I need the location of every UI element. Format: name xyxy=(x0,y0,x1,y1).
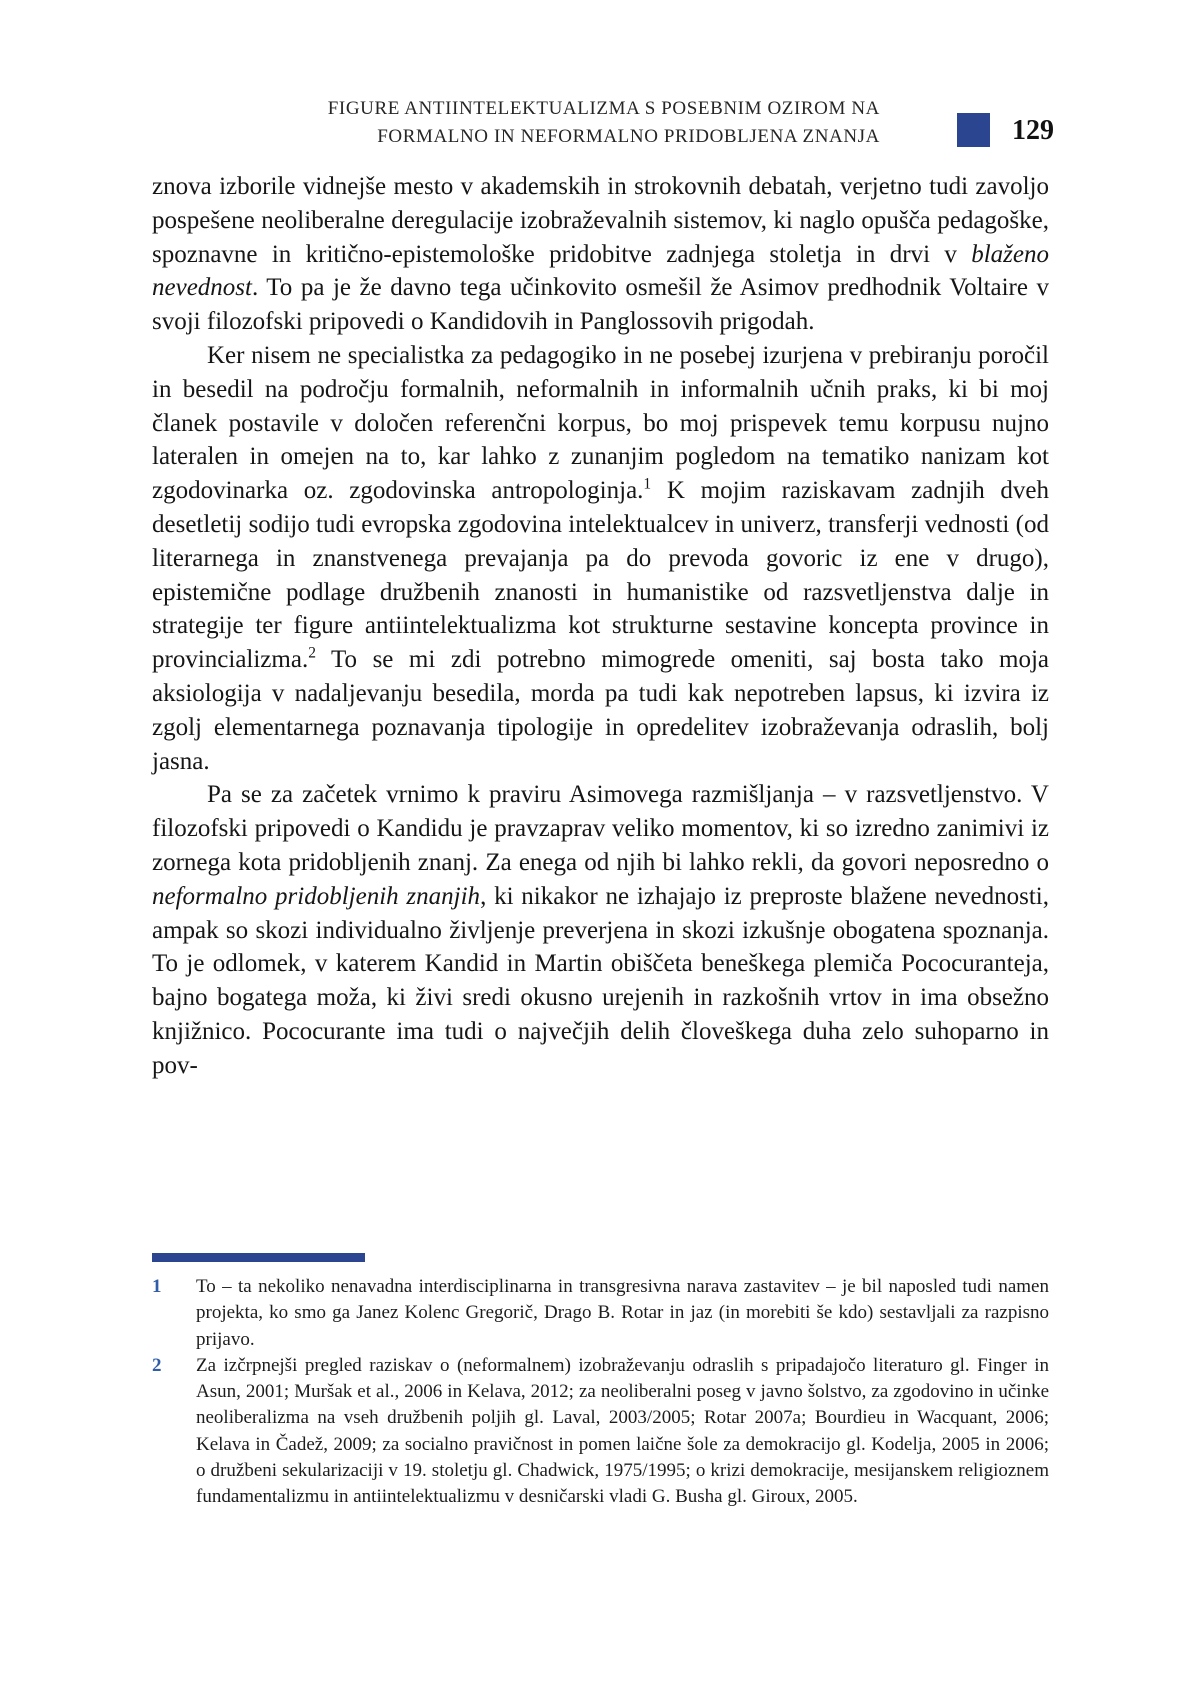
footnote-text: Za izčrpnejši pregled raziskav o (neformalnem) izobraževanju odraslih s pripadajočo literaturo gl. Finger in Asun, 2001; Muršak et al., 2006 in Kelava, 2012; za neoliberalni poseg v javno šolstvo, za zgodovino in učinke neoliberalizma na vseh družbenih poljih gl. Laval, 2003/2005; Rotar 2007a; Bourdieu in Wacquant, 2006; Kelava in Čadež, 2009; za socialno pravičnost in pomen laične šole za demokracijo gl. Kodelja, 2005 in 2006; o družbeni sekularizaciji v 19. stoletju gl. Chadwick, 1975/1995; o krizi demokracije, mesijanskem religioznem fundamentalizmu in antiintelektualizmu v desničarski vladi G. Busha gl. Giroux, 2005. xyxy=(196,1354,1049,1508)
header-accent-square xyxy=(957,113,990,147)
paragraph-text-part: Pa se za začetek vrnimo k praviru Asimovega razmišljanja – v razsvetljenstvo. V filozofski pripovedi o Kandidu je pravzaprav veliko momentov, ki so izredno zanimivi iz zornega kota pridobljenih znanj. Za enega od njih bi lahko rekli, da govori neposredno o xyxy=(152,781,1049,876)
body-paragraph xyxy=(152,778,1049,1082)
paragraph-text-part: znova izborile vidnejše mesto v akademskih in strokovnih debatah, verjetno tudi zavoljo pospešene neoliberalne deregulacije izobraževalnih sistemov, ki naglo opušča pedagoške, spoznavne in kritično-epistemološke pridobitve zadnjega stoletja in drvi v xyxy=(152,173,1049,268)
paragraph-text-part: neformalno pridobljenih znanjih xyxy=(152,882,481,910)
footnote-ref: 2 xyxy=(308,644,316,662)
footnote-number: 2 xyxy=(152,1354,162,1376)
running-header-line-1: FIGURE ANTIINTELEKTUALIZMA S POSEBNIM OZIROM NA xyxy=(327,98,880,119)
running-header xyxy=(240,95,880,151)
paragraph-text-part: , ki nikakor ne izhajajo iz preproste blažene nevednosti, ampak so skozi individualno življenje preverjena in skozi izkušnje obogatena spoznanja. To je odlomek, v katerem Kandid in Martin obiščeta beneškega plemiča Pococuranteja, bajno bogatega moža, ki živi sredi okusno urejenih in razkošnih vrtov in ima obsežno knjižnico. Pococurante ima tudi o največjih delih človeškega duha zelo suhoparno in pov- xyxy=(152,882,1050,1079)
footnote-number: 1 xyxy=(152,1276,162,1297)
footnote-text: To – ta nekoliko nenavadna interdisciplinarna in transgresivna narava zastavitev – je bil naposled tudi namen projekta, ko smo ga Janez Kolenc Gregorič, Drago B. Rotar in jaz (in morebiti še kdo) sestavljali za razpisno prijavo. xyxy=(196,1276,1049,1350)
footnote-divider-rule xyxy=(152,1253,365,1262)
footnote-item xyxy=(152,1274,1049,1353)
paragraph-text-part: To se mi zdi potrebno mimogrede omeniti, saj bosta tako moja aksiologija v nadaljevanju besedila, morda pa tudi kak nepotreben lapsus, ki izvira iz zgolj elementarnega poznavanja tipologije in opredelitev izobraževanja odraslih, bolj jasna. xyxy=(152,646,1049,775)
running-header-line-2: FORMALNO IN NEFORMALNO PRIDOBLJENA ZNANJA xyxy=(377,126,880,147)
paragraph-text-part: K mojim raziskavam zadnjih dveh desetletij sodijo tudi evropska zgodovina intelektualcev in univerz, transferji vednosti (od literarnega in znanstvenega prevajanja pa do prevoda govoric iz ene v drugo), epistemične podlage družbenih znanosti in humanistike od razsvetljenstva dalje in strategije ter figure antiintelektualizma kot strukturne sestavine koncepta province in provincializma. xyxy=(152,477,1049,674)
footnote-list xyxy=(152,1274,1049,1511)
paragraph-text-part: blaženo nevednost xyxy=(152,240,1049,302)
body-text xyxy=(152,170,1049,1083)
footnote-ref: 1 xyxy=(643,475,652,493)
body-paragraph xyxy=(152,170,1049,339)
body-paragraph xyxy=(152,339,1049,778)
footnote-item xyxy=(152,1353,1049,1511)
paragraph-text-part: Ker nisem ne specialistka za pedagogiko in ne posebej izurjena v prebiranju poročil in besedil na področju formalnih, neformalnih in informalnih učnih praks, ki bi moj članek postavile v določen referenčni korpus, bo moj prispevek temu korpusu nujno lateralen in omejen na to, kar lahko z zunanjim pogledom na tematiko nanizam kot zgodovinarka oz. zgodovinska antropologinja. xyxy=(152,341,1049,505)
paragraph-text-part: . To pa je že davno tega učinkovito osmešil že Asimov predhodnik Voltaire v svoji filozofski pripovedi o Kandidovih in Panglossovih prigodah. xyxy=(152,274,1049,336)
page-number: 129 xyxy=(1012,115,1054,146)
